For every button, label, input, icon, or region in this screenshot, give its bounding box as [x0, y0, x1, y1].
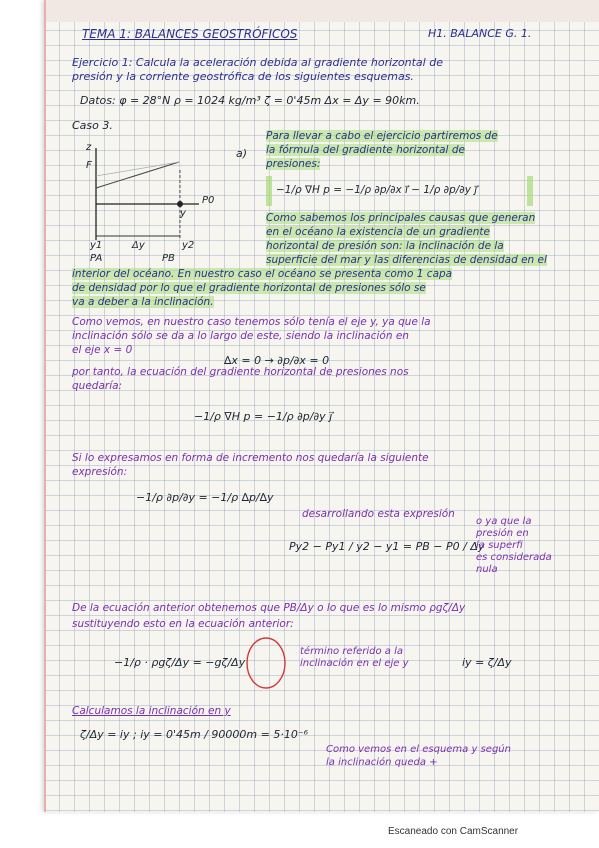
- s3-side-line-3: la superfi: [476, 540, 523, 551]
- s4-line-1: De la ecuación anterior obtenemos que PB/Δy o lo que es lo mismo ρgζ/Δy: [72, 602, 466, 614]
- diagram-dy-label: Δy: [132, 240, 145, 251]
- gradient-formula: −1/ρ ∇H p = −1/ρ ∂p/∂x i⃗ − 1/ρ ∂p/∂y j⃗: [276, 184, 478, 196]
- s3-side-line-2: presión en: [476, 528, 529, 539]
- diagram-f-label: F: [86, 160, 92, 171]
- page-title: TEMA 1: BALANCES GEOSTRÓFICOS: [82, 27, 298, 41]
- s3-note: desarrollando esta expresión: [302, 508, 455, 520]
- page-reference: H1. BALANCE G. 1.: [428, 27, 532, 40]
- s4-equation: −1/ρ · ρgζ/Δy = −gζ/Δy: [114, 656, 246, 669]
- diagram-y2-label: y2: [182, 240, 195, 251]
- explanation-line-5: interior del océano. En nuestro caso el océano se presenta como 1 capa: [72, 268, 453, 280]
- s4-note-line-1: término referido a la: [300, 646, 404, 657]
- s3-line-2: expresión:: [72, 466, 128, 478]
- data-line: Datos: φ = 28°N ρ = 1024 kg/m³ ζ = 0'45m Δx = Δy = 90km.: [80, 94, 420, 107]
- s3-side-line-4: es considerada: [476, 552, 552, 563]
- explanation-line-2: en el océano la existencia de un gradiente: [266, 226, 490, 238]
- scanner-watermark: Escaneado con CamScanner: [388, 826, 519, 837]
- s3-side-line-1: o ya que la: [476, 516, 532, 527]
- diagram-z-label: z: [86, 142, 92, 153]
- margin-line: [44, 0, 46, 812]
- exercise-statement-line-2: presión y la corriente geostrófica de los siguientes esquemas.: [72, 70, 414, 83]
- s3-line-1: Si lo expresamos en forma de incremento nos quedaría la siguiente: [72, 452, 429, 464]
- explanation-line-4: superficie del mar y las diferencias de densidad en el: [266, 254, 547, 266]
- explanation-line-7: va a deber a la inclinación.: [72, 296, 214, 308]
- s2-equation: −1/ρ ∇H p = −1/ρ ∂p/∂y j⃗: [194, 410, 333, 423]
- circled-term-mark: [244, 636, 288, 690]
- s5-note-line-1: Como vemos en el esquema y según: [326, 744, 511, 755]
- s4-iy-expression: iy = ζ/Δy: [462, 656, 512, 669]
- part-a-line-2: la fórmula del gradiente horizontal de: [266, 144, 465, 156]
- page-top-band: [44, 0, 599, 22]
- part-a-line-1: Para llevar a cabo el ejercicio partiremos de: [266, 130, 498, 142]
- s5-note-line-2: la inclinación queda +: [326, 757, 438, 768]
- s2-line-1: por tanto, la ecuación del gradiente horizontal de presiones nos: [72, 366, 409, 378]
- case-label: Caso 3.: [72, 119, 113, 132]
- diagram-pb-label: PB: [162, 253, 175, 264]
- diagram-y1-label: y1: [90, 240, 103, 251]
- s5-title: Calculamos la inclinación en y: [72, 705, 231, 717]
- s1-line-1: Como vemos, en nuestro caso tenemos sólo tenía el eje y, ya que la: [72, 316, 431, 328]
- s1-line-2: inclinación sólo se da a lo largo de este, siendo la inclinación en: [72, 330, 409, 342]
- s3-side-line-5: nula: [476, 564, 498, 575]
- part-a-letter: a): [236, 147, 248, 160]
- s4-line-2: sustituyendo esto en la ecuación anterior:: [72, 618, 294, 630]
- exercise-statement-line-1: Ejercicio 1: Calcula la aceleración debida al gradiente horizontal de: [72, 56, 443, 69]
- notebook-page: [44, 0, 599, 812]
- diagram-pa-label: PA: [90, 253, 103, 264]
- s5-equation: ζ/Δy = iy ; iy = 0'45m / 90000m = 5·10⁻⁶: [80, 728, 309, 741]
- s3-equation: −1/ρ ∂p/∂y = −1/ρ ∆p/∆y: [136, 491, 274, 504]
- s1-line-3: el eje x = 0: [72, 344, 133, 356]
- explanation-line-6: de densidad por lo que el gradiente horizontal de presiones sólo se: [72, 282, 426, 294]
- explanation-line-1: Como sabemos los principales causas que generan: [266, 212, 536, 224]
- diagram-p0-label: P0: [202, 195, 215, 206]
- s2-line-2: quedaría:: [72, 380, 123, 392]
- s4-note-line-2: inclinación en el eje y: [300, 658, 409, 669]
- diagram-y-label: y: [180, 208, 186, 219]
- s3-equation-2: Py2 − Py1 / y2 − y1 = PB − P0 / Δy: [289, 540, 485, 553]
- part-a-line-3: presiones:: [266, 158, 321, 170]
- explanation-line-3: horizontal de presión son: la inclinación de la: [266, 240, 504, 252]
- s1-equation: ∆x = 0 → ∂p/∂x = 0: [224, 354, 330, 367]
